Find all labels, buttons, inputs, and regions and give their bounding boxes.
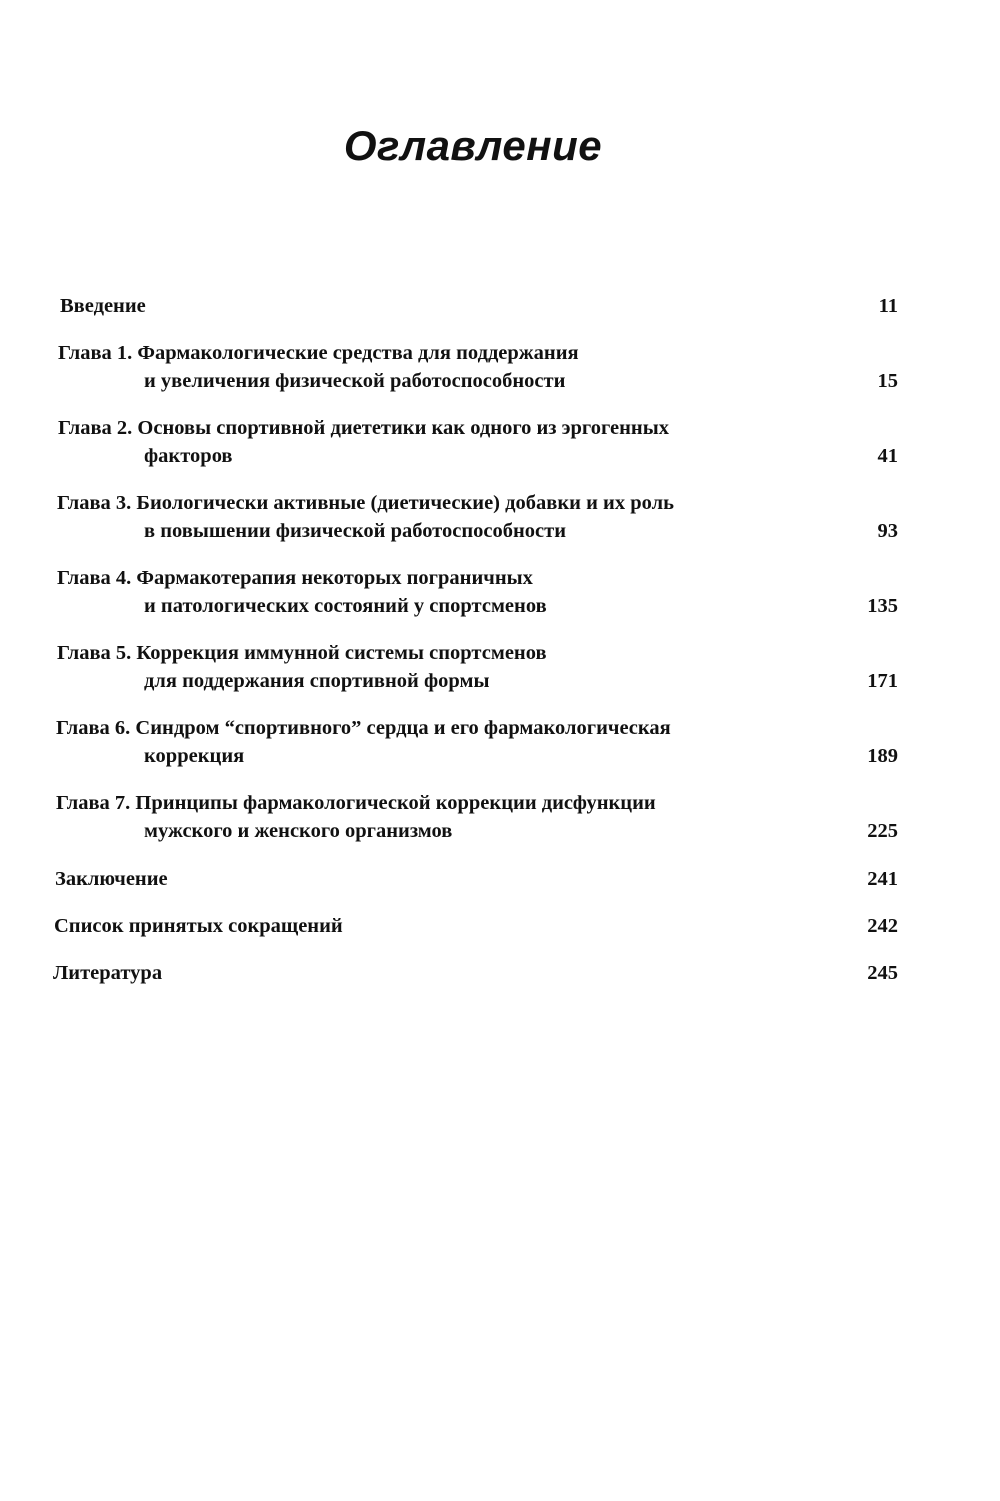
toc-entry-label: Глава 2. Основы спортивной диететики как одного из эргогенных: [58, 417, 669, 439]
toc-entry-label: Введение: [60, 295, 146, 317]
page-title: Оглавление: [343, 122, 603, 169]
toc-entry-label-continued: факторов: [144, 445, 233, 467]
toc-entry-page: 245: [867, 962, 898, 984]
toc-entry-label: Литература: [53, 962, 163, 984]
toc-entry-label: Глава 6. Синдром “спортивного” сердца и его фармакологическая: [56, 717, 671, 739]
toc-entry-label: Глава 1. Фармакологические средства для поддержания: [58, 342, 579, 364]
toc-entry-label: Глава 3. Биологически активные (диетические) добавки и их роль: [57, 492, 674, 514]
toc-entry-page: 135: [867, 595, 898, 617]
toc-entry-page: 189: [867, 745, 898, 767]
toc-entry-label-continued: для поддержания спортивной формы: [144, 670, 490, 692]
toc-entry-label-continued: в повышении физической работоспособности: [144, 520, 567, 542]
toc-entry-label: Заключение: [55, 868, 168, 890]
toc-entry-page: 93: [877, 520, 898, 542]
toc-entry-label: Глава 4. Фармакотерапия некоторых пограничных: [57, 567, 533, 589]
toc-entry-page: 241: [867, 868, 898, 890]
toc-entry-page: 225: [867, 820, 898, 842]
toc-entry-page: 11: [878, 295, 898, 317]
toc-entry-label-continued: и патологических состояний у спортсменов: [144, 595, 547, 617]
toc-entry-label-continued: мужского и женского организмов: [144, 820, 453, 842]
toc-entry-page: 171: [867, 670, 898, 692]
toc-entry-page: 41: [877, 445, 898, 467]
toc-entry-label-continued: и увеличения физической работоспособности: [144, 370, 566, 392]
toc-entry-label: Глава 7. Принципы фармакологической коррекции дисфункции: [56, 792, 656, 814]
toc-entry-label: Глава 5. Коррекция иммунной системы спортсменов: [57, 642, 547, 664]
toc-entry-label-continued: коррекция: [144, 745, 245, 767]
toc-entry-page: 15: [877, 370, 898, 392]
toc-entry-page: 242: [867, 915, 898, 937]
toc-entry-label: Список принятых сокращений: [54, 915, 343, 937]
